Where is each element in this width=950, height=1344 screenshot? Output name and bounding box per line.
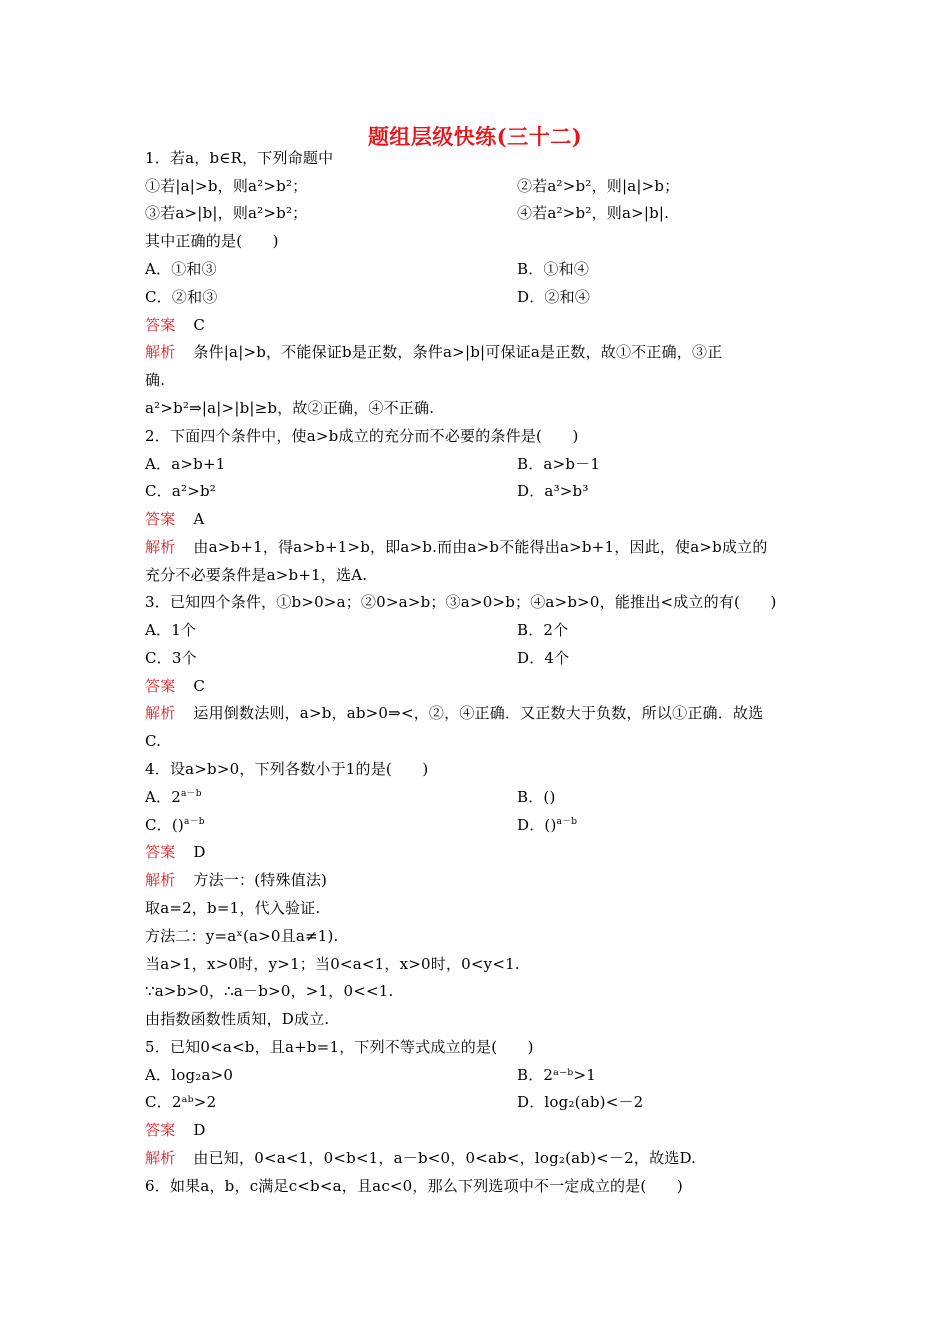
q4-analysis-line-6: 由指数函数性质知，D成立. <box>145 1010 330 1028</box>
q4-option-d <box>517 815 817 835</box>
q1-option-b: B．①和④ <box>517 260 590 278</box>
q2-answer-value: A <box>193 510 205 528</box>
answer-label: 答案 <box>145 510 176 528</box>
q3-option-a: A．1个 <box>145 621 197 639</box>
q2-option-d: D．a³>b³ <box>517 482 589 500</box>
q4-analysis-line-2: 取a=2，b=1，代入验证. <box>145 899 321 917</box>
q3-analysis-text: 运用倒数法则，a>b，ab>0⇒<，②，④正确．又正数大于负数，所以①正确．故选 <box>193 704 764 722</box>
q3-answer-value: C <box>193 677 206 695</box>
analysis-label: 解析 <box>145 704 176 722</box>
analysis-label: 解析 <box>145 343 176 361</box>
q4-option-c-text: C．() <box>145 816 184 834</box>
q1-analysis-line-3: a²>b²⇒|a|>|b|≥b，故②正确，④不正确. <box>145 399 435 417</box>
q1-proposition-4: ④若a²>b²，则a>|b|. <box>517 204 670 222</box>
q3-analysis <box>145 703 815 723</box>
q1-analysis-text: 条件|a|>b，不能保证b是正数，条件a>|b|可保证a是正数，故①不正确，③正 <box>193 343 723 361</box>
q4-answer <box>145 842 815 862</box>
answer-label: 答案 <box>145 677 176 695</box>
q1-stem: 1．若a，b∈R，下列命题中 <box>145 149 334 167</box>
q4-analysis-line-3: 方法二：y=aˣ(a>0且a≠1). <box>145 927 339 945</box>
q4-option-d-exponent: a－b <box>556 817 578 827</box>
q2-option-b: B．a>b－1 <box>517 455 601 473</box>
q5-option-a: A．log₂a>0 <box>145 1066 234 1084</box>
q2-analysis-text: 由a>b+1，得a>b+1>b，即a>b.而由a>b不能得出a>b+1，因此，使a>b成立的 <box>193 538 768 556</box>
q6-stem: 6．如果a，b，c满足c<b<a，且ac<0，那么下列选项中不一定成立的是( ) <box>145 1177 683 1195</box>
q4-option-c-exponent: a－b <box>183 817 205 827</box>
q1-option-d: D．②和④ <box>517 288 591 306</box>
q3-option-d: D．4个 <box>517 649 570 667</box>
q2-answer <box>145 509 815 529</box>
answer-label: 答案 <box>145 316 176 334</box>
q1-answer <box>145 315 815 335</box>
q1-proposition-1: ①若|a|>b，则a²>b²； <box>145 177 308 195</box>
q5-option-b: B．2ᵃ⁻ᵇ>1 <box>517 1066 596 1084</box>
q1-ask: 其中正确的是( ) <box>145 232 279 250</box>
q4-stem: 4．设a>b>0，下列各数小于1的是( ) <box>145 760 429 778</box>
q1-proposition-3: ③若a>|b|，则a²>b²； <box>145 204 308 222</box>
q5-answer-value: D <box>193 1121 206 1139</box>
analysis-label: 解析 <box>145 538 176 556</box>
q5-stem: 5．已知0<a<b，且a+b=1，下列不等式成立的是( ) <box>145 1038 534 1056</box>
q3-option-c: C．3个 <box>145 649 197 667</box>
q1-answer-value: C <box>193 316 206 334</box>
analysis-label: 解析 <box>145 871 176 889</box>
q5-answer <box>145 1120 815 1140</box>
q5-option-c: C．2ᵃᵇ>2 <box>145 1093 217 1111</box>
analysis-label: 解析 <box>145 1149 176 1167</box>
q4-answer-value: D <box>193 843 206 861</box>
q1-analysis-line-2: 确. <box>145 371 166 389</box>
q4-option-d-text: D．() <box>517 816 557 834</box>
q4-option-a-text: A．2 <box>145 788 181 806</box>
q4-option-a-exponent: a－b <box>180 789 202 799</box>
q1-analysis <box>145 342 815 362</box>
q2-analysis <box>145 537 815 557</box>
q4-analysis-line-5: ∵a>b>0，∴a－b>0，>1，0<<1. <box>145 982 394 1000</box>
answer-label: 答案 <box>145 843 176 861</box>
q4-option-b: B．() <box>517 788 556 806</box>
q4-analysis-line-4: 当a>1，x>0时，y>1；当0<a<1，x>0时，0<y<1. <box>145 955 520 973</box>
q2-option-a: A．a>b+1 <box>145 455 226 473</box>
answer-label: 答案 <box>145 1121 176 1139</box>
q3-stem: 3．已知四个条件，①b>0>a；②0>a>b；③a>0>b；④a>b>0，能推出<成立的有( ) <box>145 593 777 611</box>
q4-analysis <box>145 870 815 890</box>
q3-analysis-line-2: C. <box>145 732 162 750</box>
q4-analysis-text: 方法一：(特殊值法) <box>193 871 328 889</box>
q2-option-c: C．a²>b² <box>145 482 217 500</box>
q3-option-b: B．2个 <box>517 621 569 639</box>
page-title: 题组层级快练(三十二) <box>367 124 583 149</box>
q5-analysis-text: 由已知，0<a<1，0<b<1，a－b<0，0<ab<，log₂(ab)<－2，故选D. <box>193 1149 697 1167</box>
q5-analysis <box>145 1148 815 1168</box>
q5-option-d: D．log₂(ab)<－2 <box>517 1093 644 1111</box>
q1-proposition-2: ②若a²>b²，则|a|>b； <box>517 177 680 195</box>
q1-option-c: C．②和③ <box>145 288 218 306</box>
q2-analysis-line-2: 充分不必要条件是a>b+1，选A. <box>145 566 368 584</box>
q2-stem: 2．下面四个条件中，使a>b成立的充分而不必要的条件是( ) <box>145 427 579 445</box>
q1-option-a: A．①和③ <box>145 260 217 278</box>
q3-answer <box>145 676 815 696</box>
